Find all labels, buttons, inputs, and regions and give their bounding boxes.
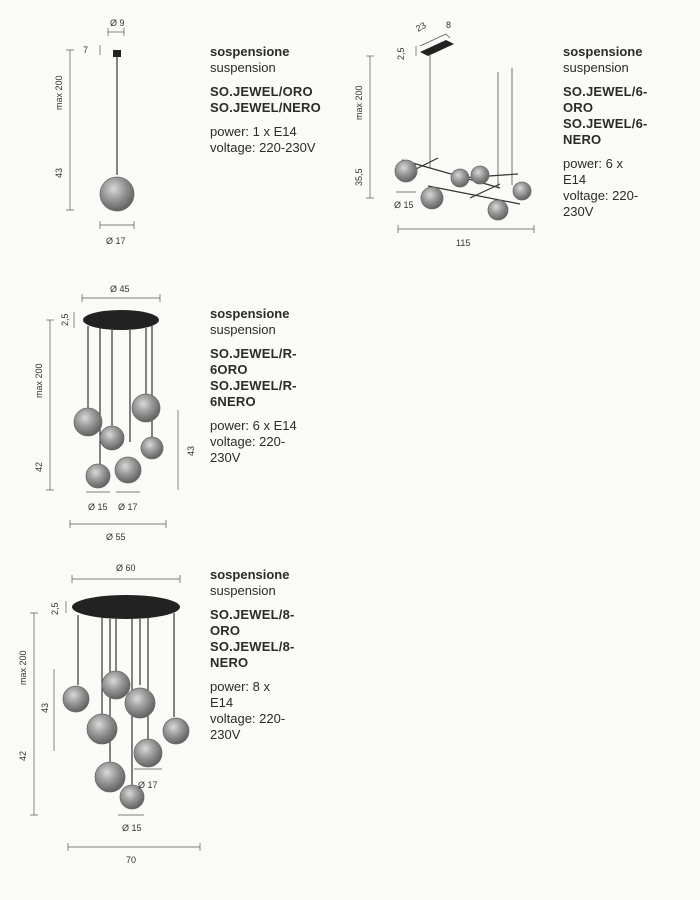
product-info — [210, 567, 295, 743]
dim-body-height: 43 — [54, 167, 64, 178]
dim-max-height: max 200 — [34, 363, 44, 398]
dim-max-height: max 200 — [54, 75, 64, 110]
product-code: SO.JEWEL/R-6NERO — [210, 378, 297, 409]
category-label-en: suspension — [210, 60, 276, 75]
dim-top-diameter: Ø 60 — [116, 563, 136, 573]
product-code: SO.JEWEL/NERO — [210, 100, 321, 115]
power-spec: power: 6 x E14 — [210, 418, 297, 433]
product-info — [210, 306, 297, 466]
dim-globe-diameter-small: Ø 15 — [122, 823, 142, 833]
dim-width: 115 — [456, 238, 471, 248]
power-spec: power: 8 x E14 — [210, 679, 270, 710]
drawing-jewel-6 — [350, 10, 550, 270]
dim-canopy-depth: 8 — [446, 20, 452, 30]
dim-globe-diameter: Ø 15 — [394, 200, 414, 210]
dim-canopy-height: 7 — [83, 45, 89, 55]
product-code: SO.JEWEL/6-NERO — [563, 116, 648, 147]
dim-max-height: max 200 — [354, 85, 364, 120]
voltage-spec: voltage: 220-230V — [210, 711, 286, 742]
dim-canopy-height: 2,5 — [396, 47, 406, 60]
product-code: SO.JEWEL/6-ORO — [563, 84, 648, 115]
category-label: sospensione — [210, 44, 290, 59]
drawing-jewel-8 — [10, 555, 210, 875]
dim-body-height-upper: 43 — [40, 702, 50, 713]
dim-canopy-height: 2,5 — [60, 313, 70, 326]
voltage-spec: voltage: 220-230V — [563, 188, 639, 219]
dim-top-diameter: Ø 9 — [110, 18, 125, 28]
drawing-jewel-r6 — [20, 280, 220, 550]
category-label-en: suspension — [210, 583, 276, 598]
dim-width: Ø 55 — [106, 532, 126, 542]
dim-globe-diameter-small: Ø 15 — [88, 502, 108, 512]
product-code: SO.JEWEL/ORO — [210, 84, 313, 99]
dim-width: 70 — [126, 855, 137, 865]
category-label: sospensione — [210, 306, 290, 321]
dim-globe-diameter: Ø 17 — [106, 236, 126, 246]
dim-canopy-width: 23 — [414, 20, 428, 34]
dim-max-height: max 200 — [18, 650, 28, 685]
product-code: SO.JEWEL/8-NERO — [210, 639, 295, 670]
voltage-spec: voltage: 220-230V — [210, 140, 316, 155]
product-info — [210, 44, 321, 156]
power-spec: power: 1 x E14 — [210, 124, 297, 139]
dim-body-height-left: 42 — [34, 461, 44, 472]
category-label-en: suspension — [210, 322, 276, 337]
dim-globe-diameter-large: Ø 17 — [138, 780, 158, 790]
category-label-en: suspension — [563, 60, 629, 75]
product-info — [563, 44, 648, 220]
dim-body-height: 35,5 — [354, 168, 364, 186]
voltage-spec: voltage: 220-230V — [210, 434, 286, 465]
power-spec: power: 6 x E14 — [563, 156, 623, 187]
dim-body-height-right: 43 — [186, 445, 196, 456]
product-code: SO.JEWEL/R-6ORO — [210, 346, 297, 377]
dim-canopy-height: 2,5 — [50, 602, 60, 615]
dim-body-height-lower: 42 — [18, 750, 28, 761]
dim-top-diameter: Ø 45 — [110, 284, 130, 294]
product-code: SO.JEWEL/8-ORO — [210, 607, 295, 638]
category-label: sospensione — [210, 567, 290, 582]
dim-globe-diameter-large: Ø 17 — [118, 502, 138, 512]
category-label: sospensione — [563, 44, 643, 59]
